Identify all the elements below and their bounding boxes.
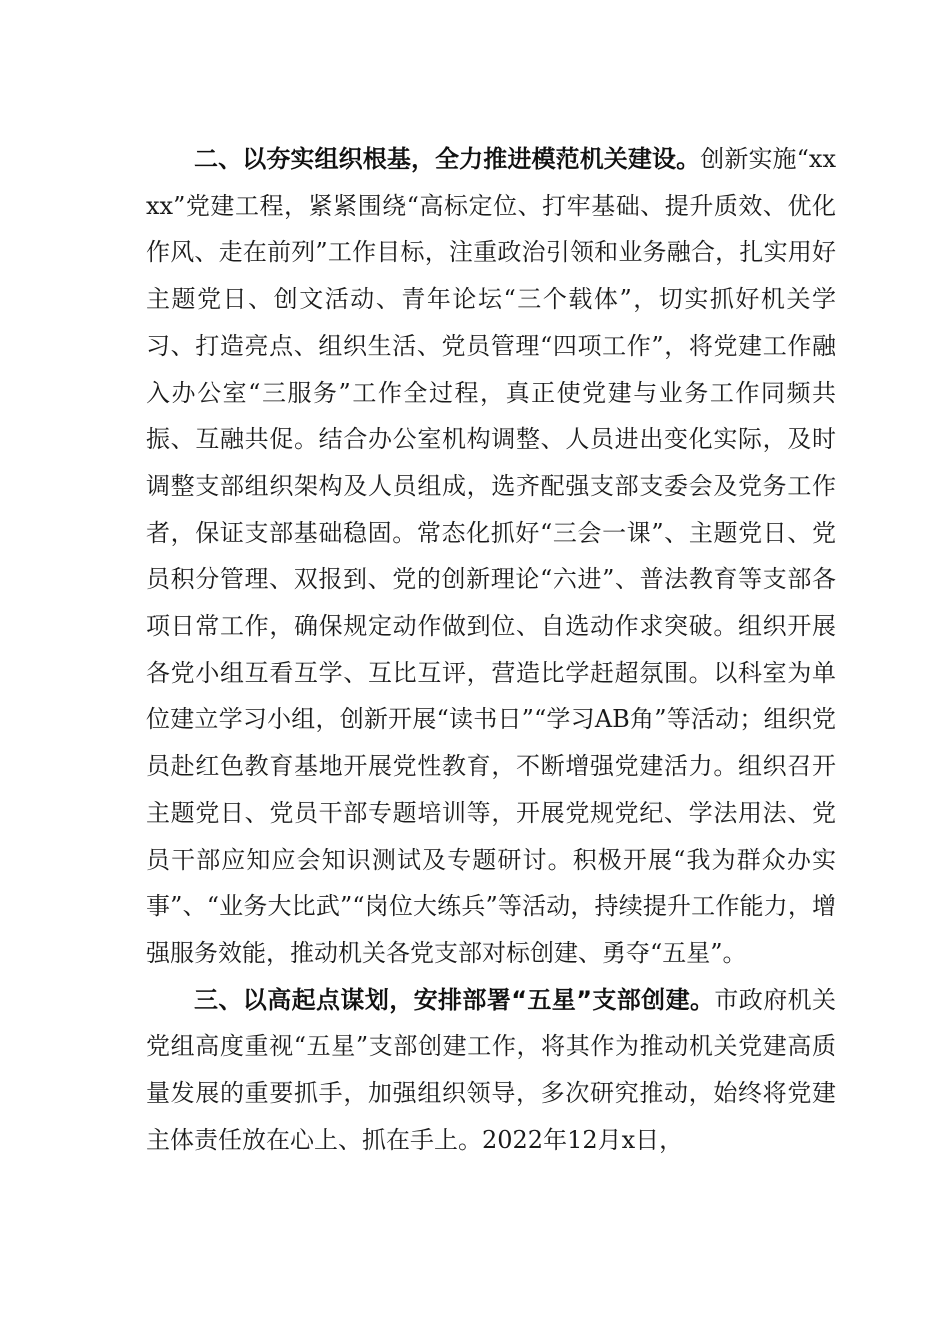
paragraph-2 <box>146 136 836 977</box>
document-body <box>146 136 836 1163</box>
paragraph-2-heading: 二、以夯实组织根基，全力推进模范机关建设。 <box>194 145 701 173</box>
paragraph-3-heading: 三、以高起点谋划，安排部署“五星”支部创建。 <box>194 985 715 1014</box>
paragraph-3 <box>146 977 836 1164</box>
paragraph-2-text: 创新实施“xxxx”党建工程，紧紧围绕“高标定位、打牢基础、提升质效、优化作风、走在前列”工作目标，注重政治引领和业务融合，扎实用好主题党日、创文活动、青年论坛“三个载体”，切实抓好机关学习、打造亮点、组织生活、党员管理“四项工作”，将党建工作融入办公室“三服务”工作全过程，真正使党建与业务工作同频共振、互融共促。结合办公室机构调整、人员进出变化实际，及时调整支部组织架构及人员组成，选齐配强支部支委会及党务工作者，保证支部基础稳固。常态化抓好“三会一课”、主题党日、党员积分管理、双报到、党的创新理论“六进”、普法教育等支部各项日常工作，确保规定动作做到位、自选动作求突破。组织开展各党小组互看互学、互比互评，营造比学赶超氛围。以科室为单位建立学习小组，创新开展“读书日”“学习AB角”等活动；组织党员赴红色教育基地开展党性教育，不断增强党建活力。组织召开主题党日、党员干部专题培训等，开展党规党纪、学法用法、党员干部应知应会知识测试及专题研讨。积极开展“我为群众办实事”、“业务大比武”“岗位大练兵”等活动，持续提升工作能力，增强服务效能，推动机关各党支部对标创建、勇夺“五星”。 <box>146 145 836 967</box>
paragraph-3-text: 市政府机关党组高度重视“五星”支部创建工作，将其作为推动机关党建高质量发展的重要抓手，加强组织领导，多次研究推动，始终将党建主体责任放在心上、抓在手上。2022年12月x日， <box>146 985 836 1154</box>
